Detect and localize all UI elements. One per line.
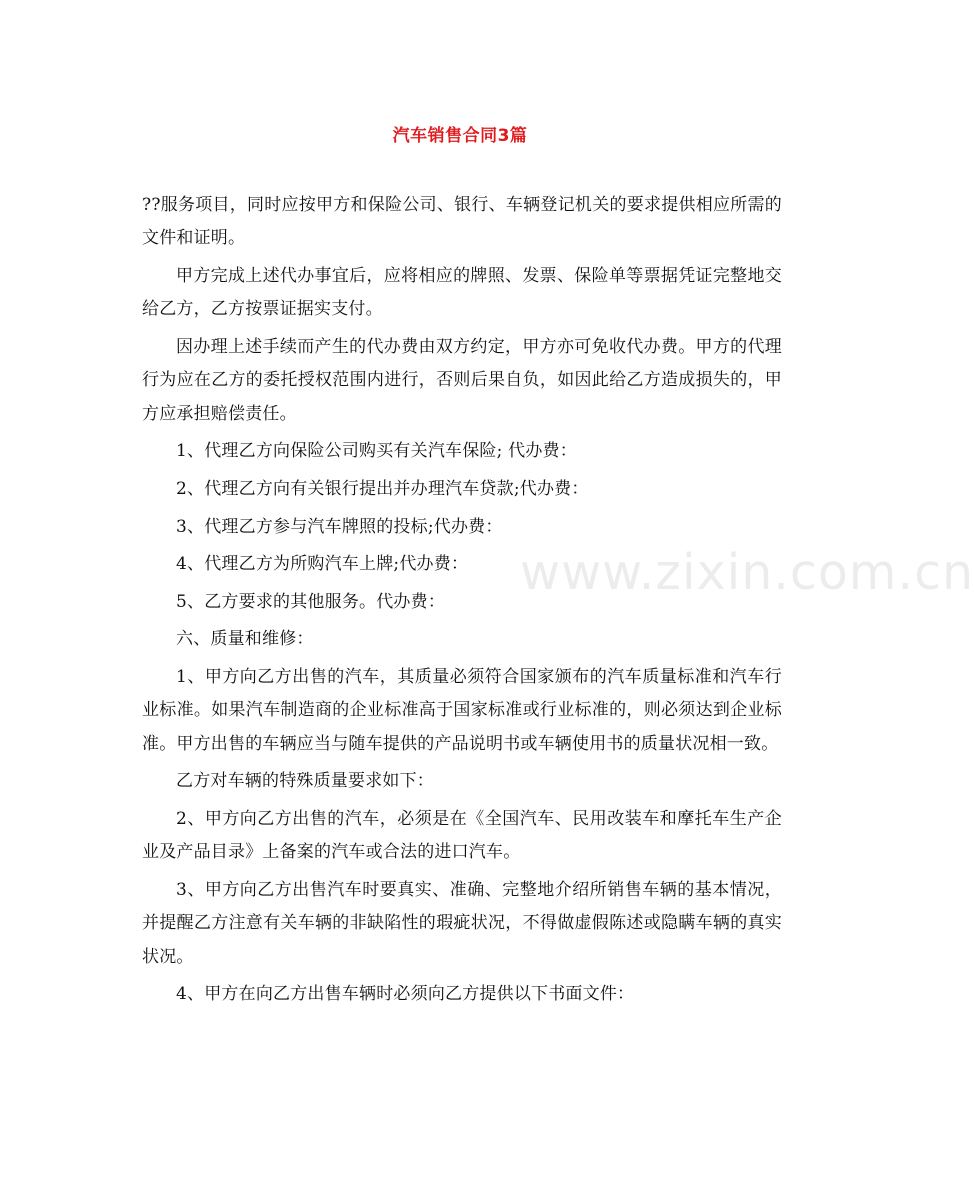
body-paragraph: 1、代理乙方向保险公司购买有关汽车保险; 代办费： — [176, 441, 577, 462]
body-paragraph: 甲方完成上述代办事宜后，应将相应的牌照、发票、保险单等票据凭证完整地交给乙方，乙方按票证据实支付。 — [142, 266, 782, 320]
body-paragraph: 4、甲方在向乙方出售车辆时必须向乙方提供以下书面文件： — [176, 984, 635, 1005]
body-paragraph: 因办理上述手续而产生的代办费由双方约定，甲方亦可免收代办费。甲方的代理行为应在乙方的委托授权范围内进行，否则后果自负，如因此给乙方造成损失的，甲方应承担赔偿责任。 — [142, 337, 782, 424]
watermark-text: www.zixin.com.cn — [520, 544, 974, 601]
body-paragraph: 5、乙方要求的其他服务。代办费： — [176, 591, 446, 612]
body-paragraph: 六、质量和维修： — [176, 629, 314, 650]
body-paragraph: 3、代理乙方参与汽车牌照的投标;代办费： — [176, 516, 503, 537]
body-paragraph: 2、甲方向乙方出售的汽车，必须是在《全国汽车、民用改装车和摩托车生产企业及产品目录》上备案的汽车或合法的进口汽车。 — [142, 808, 782, 863]
body-paragraph: 1、甲方向乙方出售的汽车，其质量必须符合国家颁布的汽车质量标准和汽车行业标准。如果汽车制造商的企业标准高于国家标准或行业标准的，则必须达到企业标准。甲方出售的车辆应当与随车提供的产品说明书或车辆使用书的质量状况相一致。 — [142, 666, 782, 754]
document-title: 汽车销售合同3篇 — [392, 126, 528, 146]
body-paragraph: 4、代理乙方为所购汽车上牌;代办费： — [176, 554, 469, 575]
body-paragraph: ??服务项目，同时应按甲方和保险公司、银行、车辆登记机关的要求提供相应所需的文件和证明。 — [142, 195, 782, 249]
document-body — [142, 189, 782, 1016]
body-paragraph: 3、甲方向乙方出售汽车时要真实、准确、完整地介绍所销售车辆的基本情况，并提醒乙方注意有关车辆的非缺陷性的瑕疵状况，不得做虚假陈述或隐瞒车辆的真实状况。 — [142, 879, 782, 967]
body-paragraph: 2、代理乙方向有关银行提出并办理汽车贷款;代办费： — [176, 479, 589, 499]
body-paragraph: 乙方对车辆的特殊质量要求如下： — [176, 771, 434, 792]
